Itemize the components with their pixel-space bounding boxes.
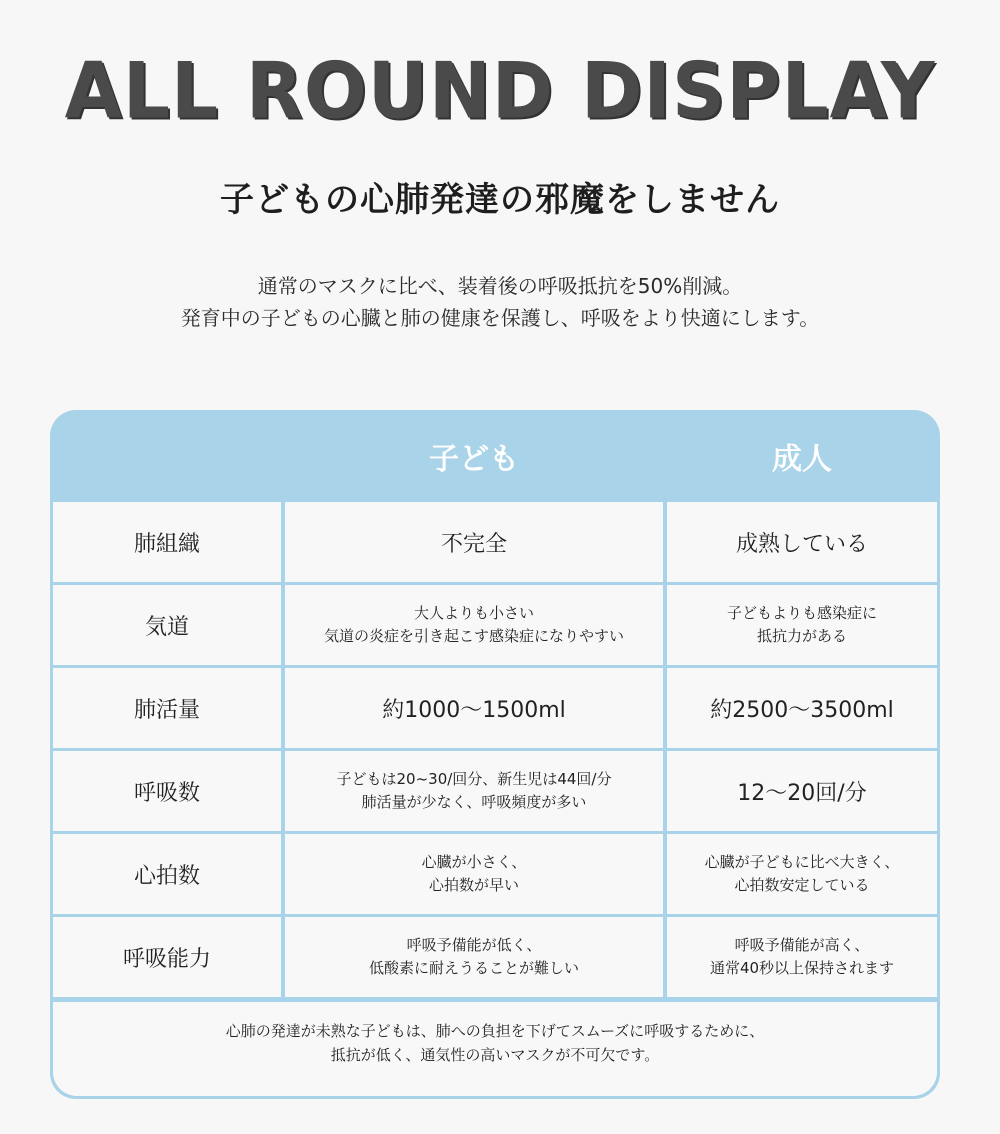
- header-adult: 成人: [772, 442, 832, 477]
- adult-value: 成熟している: [667, 502, 937, 582]
- adult-value: 呼吸予備能が高く、 通常40秒以上保持されます: [667, 917, 937, 997]
- row-label: 肺活量: [53, 668, 281, 748]
- child-value: 呼吸予備能が低く、 低酸素に耐えうることが難しい: [285, 917, 663, 997]
- row-label: 呼吸能力: [53, 917, 281, 997]
- child-value: 大人よりも小さい 気道の炎症を引き起こす感染症になりやすい: [285, 585, 663, 665]
- table-row: [53, 668, 937, 748]
- table-header: [50, 410, 940, 502]
- comparison-table: [50, 410, 940, 1099]
- adult-value: 心臓が子どもに比べ大きく、 心拍数安定している: [667, 834, 937, 914]
- table-row: [53, 502, 937, 582]
- header-child: 子ども: [429, 442, 519, 477]
- row-label: 気道: [53, 585, 281, 665]
- headline: ALL ROUND DISPLAY: [64, 45, 936, 137]
- table-row: [53, 751, 937, 831]
- adult-value: 12～20回/分: [667, 751, 937, 831]
- adult-value: 約2500～3500ml: [667, 668, 937, 748]
- row-label: 呼吸数: [53, 751, 281, 831]
- description-line-2: 発育中の子どもの心臓と肺の健康を保護し、呼吸をより快適にします。: [180, 306, 820, 330]
- table-row: [53, 585, 937, 665]
- adult-value: 子どもよりも感染症に 抵抗力がある: [667, 585, 937, 665]
- row-label: 心拍数: [53, 834, 281, 914]
- row-label: 肺組織: [53, 502, 281, 582]
- table-footer-note: 心肺の発達が未熟な子どもは、肺への負担を下げてスムーズに呼吸するために、 抵抗が低く、通気性の高いマスクが不可欠です。: [53, 1002, 937, 1096]
- table-row: [53, 834, 937, 914]
- child-value: 約1000～1500ml: [285, 668, 663, 748]
- child-value: 子どもは20~30/回分、新生児は44回/分 肺活量が少なく、呼吸頻度が多い: [285, 751, 663, 831]
- child-value: 心臓が小さく、 心拍数が早い: [285, 834, 663, 914]
- subtitle: 子どもの心肺発達の邪魔をしません: [220, 180, 780, 220]
- description-line-1: 通常のマスクに比べ、装着後の呼吸抵抗を50%削減。: [257, 274, 743, 298]
- table-row: [53, 917, 937, 997]
- child-value: 不完全: [285, 502, 663, 582]
- description: [0, 270, 1000, 334]
